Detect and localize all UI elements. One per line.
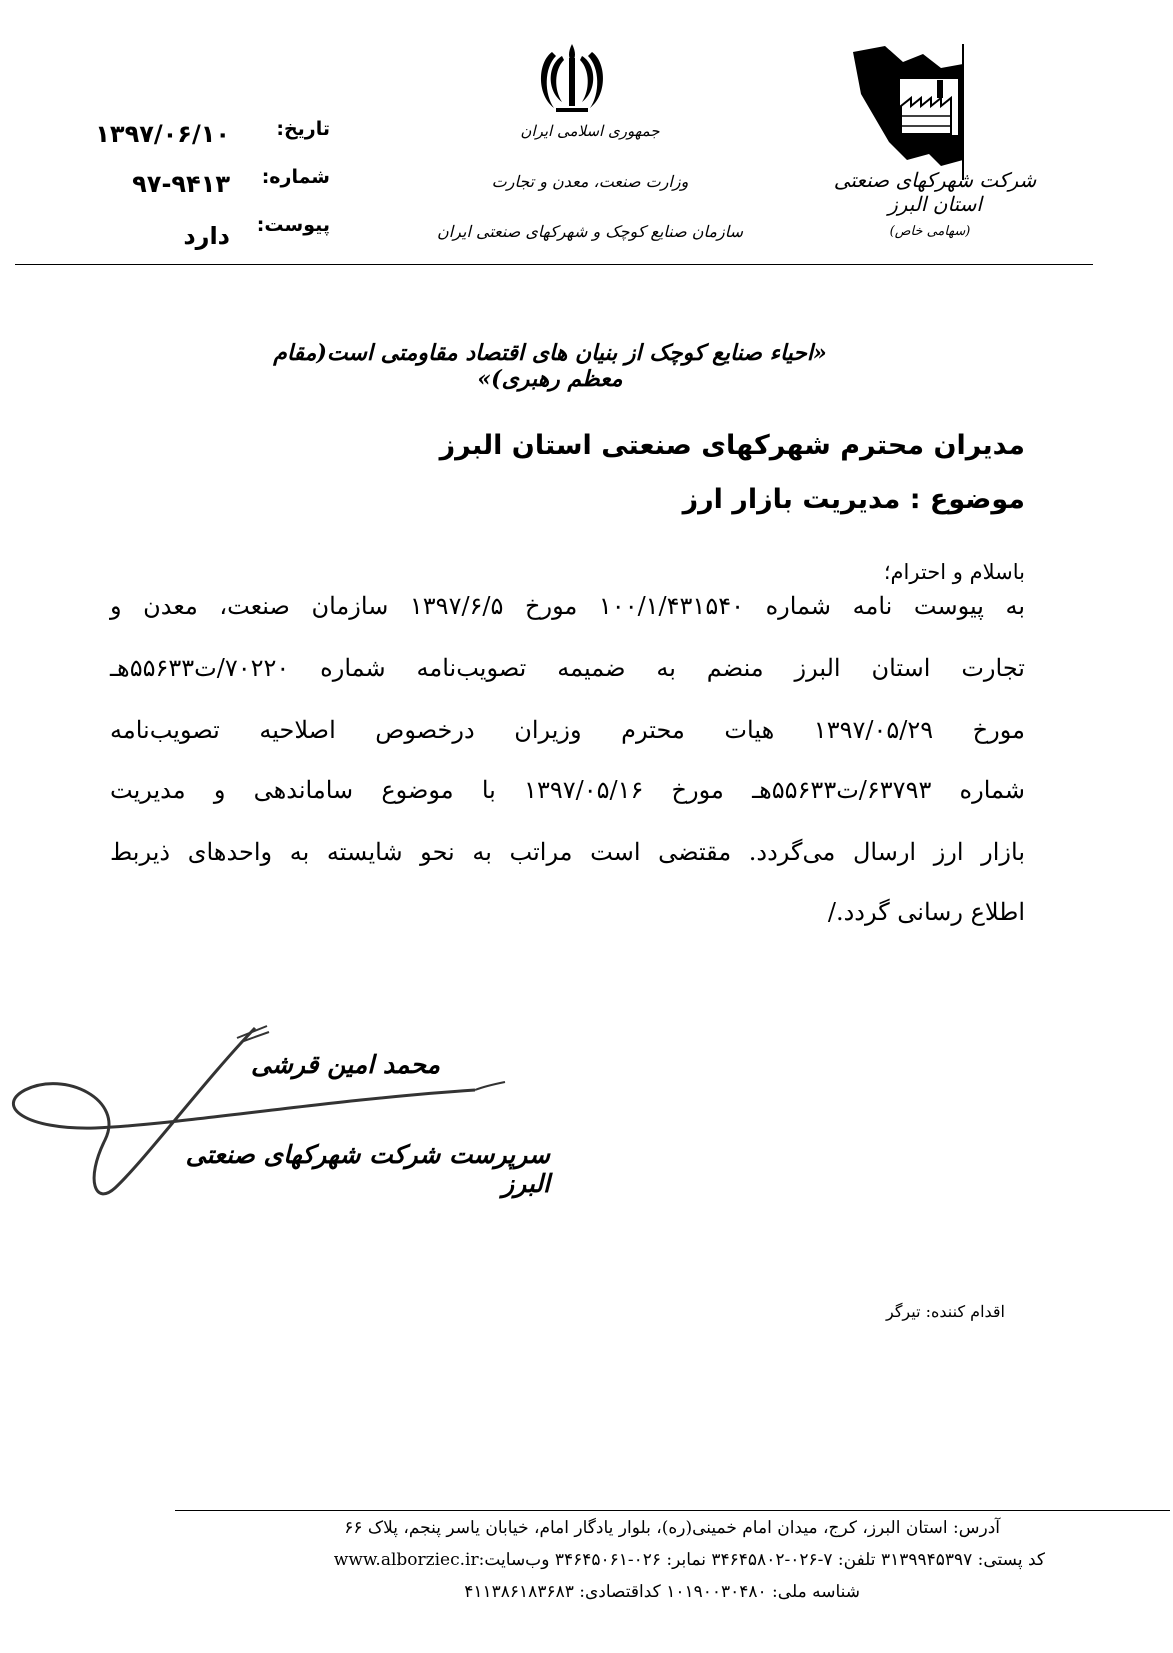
prepared-by: اقدام کننده: تیرگر: [885, 1302, 1005, 1321]
body-line: اطلاع رسانی گردد./: [827, 898, 1025, 926]
gov-line-ministry: وزارت صنعت، معدن و تجارت: [491, 172, 689, 191]
header-divider: [15, 264, 1093, 265]
motto: «احیاء صنایع کوچک از بنیان های اقتصاد مقاومتی است(مقام معظم رهبری)»: [273, 340, 827, 392]
footer-divider: [175, 1510, 1170, 1511]
date-label: تاریخ:: [276, 118, 330, 140]
body-line: بازار ارز ارسال می‌گردد. مقتضی است مراتب به نحو شایسته به واحدهای ذیربط: [110, 838, 1025, 866]
signer-name: محمد امین قرشی: [251, 1050, 440, 1079]
gov-line-republic: جمهوری اسلامی ایران: [520, 122, 660, 140]
date-value: ۱۳۹۷/۰۶/۱۰: [95, 120, 230, 148]
company-name: شرکت شهرکهای صنعتی استان البرز: [833, 168, 1037, 216]
body-line: به پیوست نامه شماره ۱۰۰/۱/۴۳۱۵۴۰ مورخ ۱۳۹۷/۶/۵ سازمان صنعت، معدن و: [110, 592, 1026, 620]
body-line: تجارت استان البرز منضم به ضمیمه تصویب‌نامه شماره ۷۰۲۲۰/ت۵۵۶۳۳هـ: [110, 654, 1025, 682]
signer-title: سرپرست شرکت شهرکهای صنعتی البرز: [185, 1140, 550, 1198]
company-type: (سهامی خاص): [889, 224, 971, 239]
footer-ids: شناسه ملی: ۱۰۱۹۰۰۳۰۴۸۰ کداقتصادی: ۴۱۱۳۸۶۱۸۳۶۸۳: [464, 1582, 860, 1602]
iran-emblem-icon: [532, 38, 612, 118]
footer-address: آدرس: استان البرز، کرج، میدان امام خمینی(ره)، بلوار یادگار امام، خیابان یاسر پنجم، پلاک ۶۶: [344, 1518, 1000, 1538]
gov-line-organization: سازمان صنایع کوچک و شهرکهای صنعتی ایران: [436, 222, 743, 241]
number-label: شماره:: [261, 166, 330, 188]
company-logo: [845, 42, 1015, 182]
attachment-value: دارد: [183, 222, 230, 250]
number-value: ۹۷-۹۴۱۳: [132, 170, 230, 198]
body-line: مورخ ۱۳۹۷/۰۵/۲۹ هیات محترم وزیران درخصوص اصلاحیه تصویب‌نامه: [110, 716, 1025, 744]
attachment-label: پیوست:: [256, 214, 330, 236]
subject: موضوع : مدیریت بازار ارز: [682, 484, 1025, 515]
footer-contact: کد پستی: ۳۱۳۹۹۴۵۳۹۷ تلفن: ۷-۰۲۶-۳۴۶۴۵۸۰۲ نمابر: ۰۲۶-۳۴۶۴۵۰۶۱ وب‌سایت:www.alborziec.ir: [333, 1550, 1045, 1570]
body-line: شماره ۶۳۷۹۳/ت۵۵۶۳۳هـ مورخ ۱۳۹۷/۰۵/۱۶ با موضوع ساماندهی و مدیریت: [110, 776, 1025, 804]
greeting: باسلام و احترام؛: [883, 560, 1025, 584]
recipient: مدیران محترم شهرکهای صنعتی استان البرز: [439, 430, 1025, 461]
